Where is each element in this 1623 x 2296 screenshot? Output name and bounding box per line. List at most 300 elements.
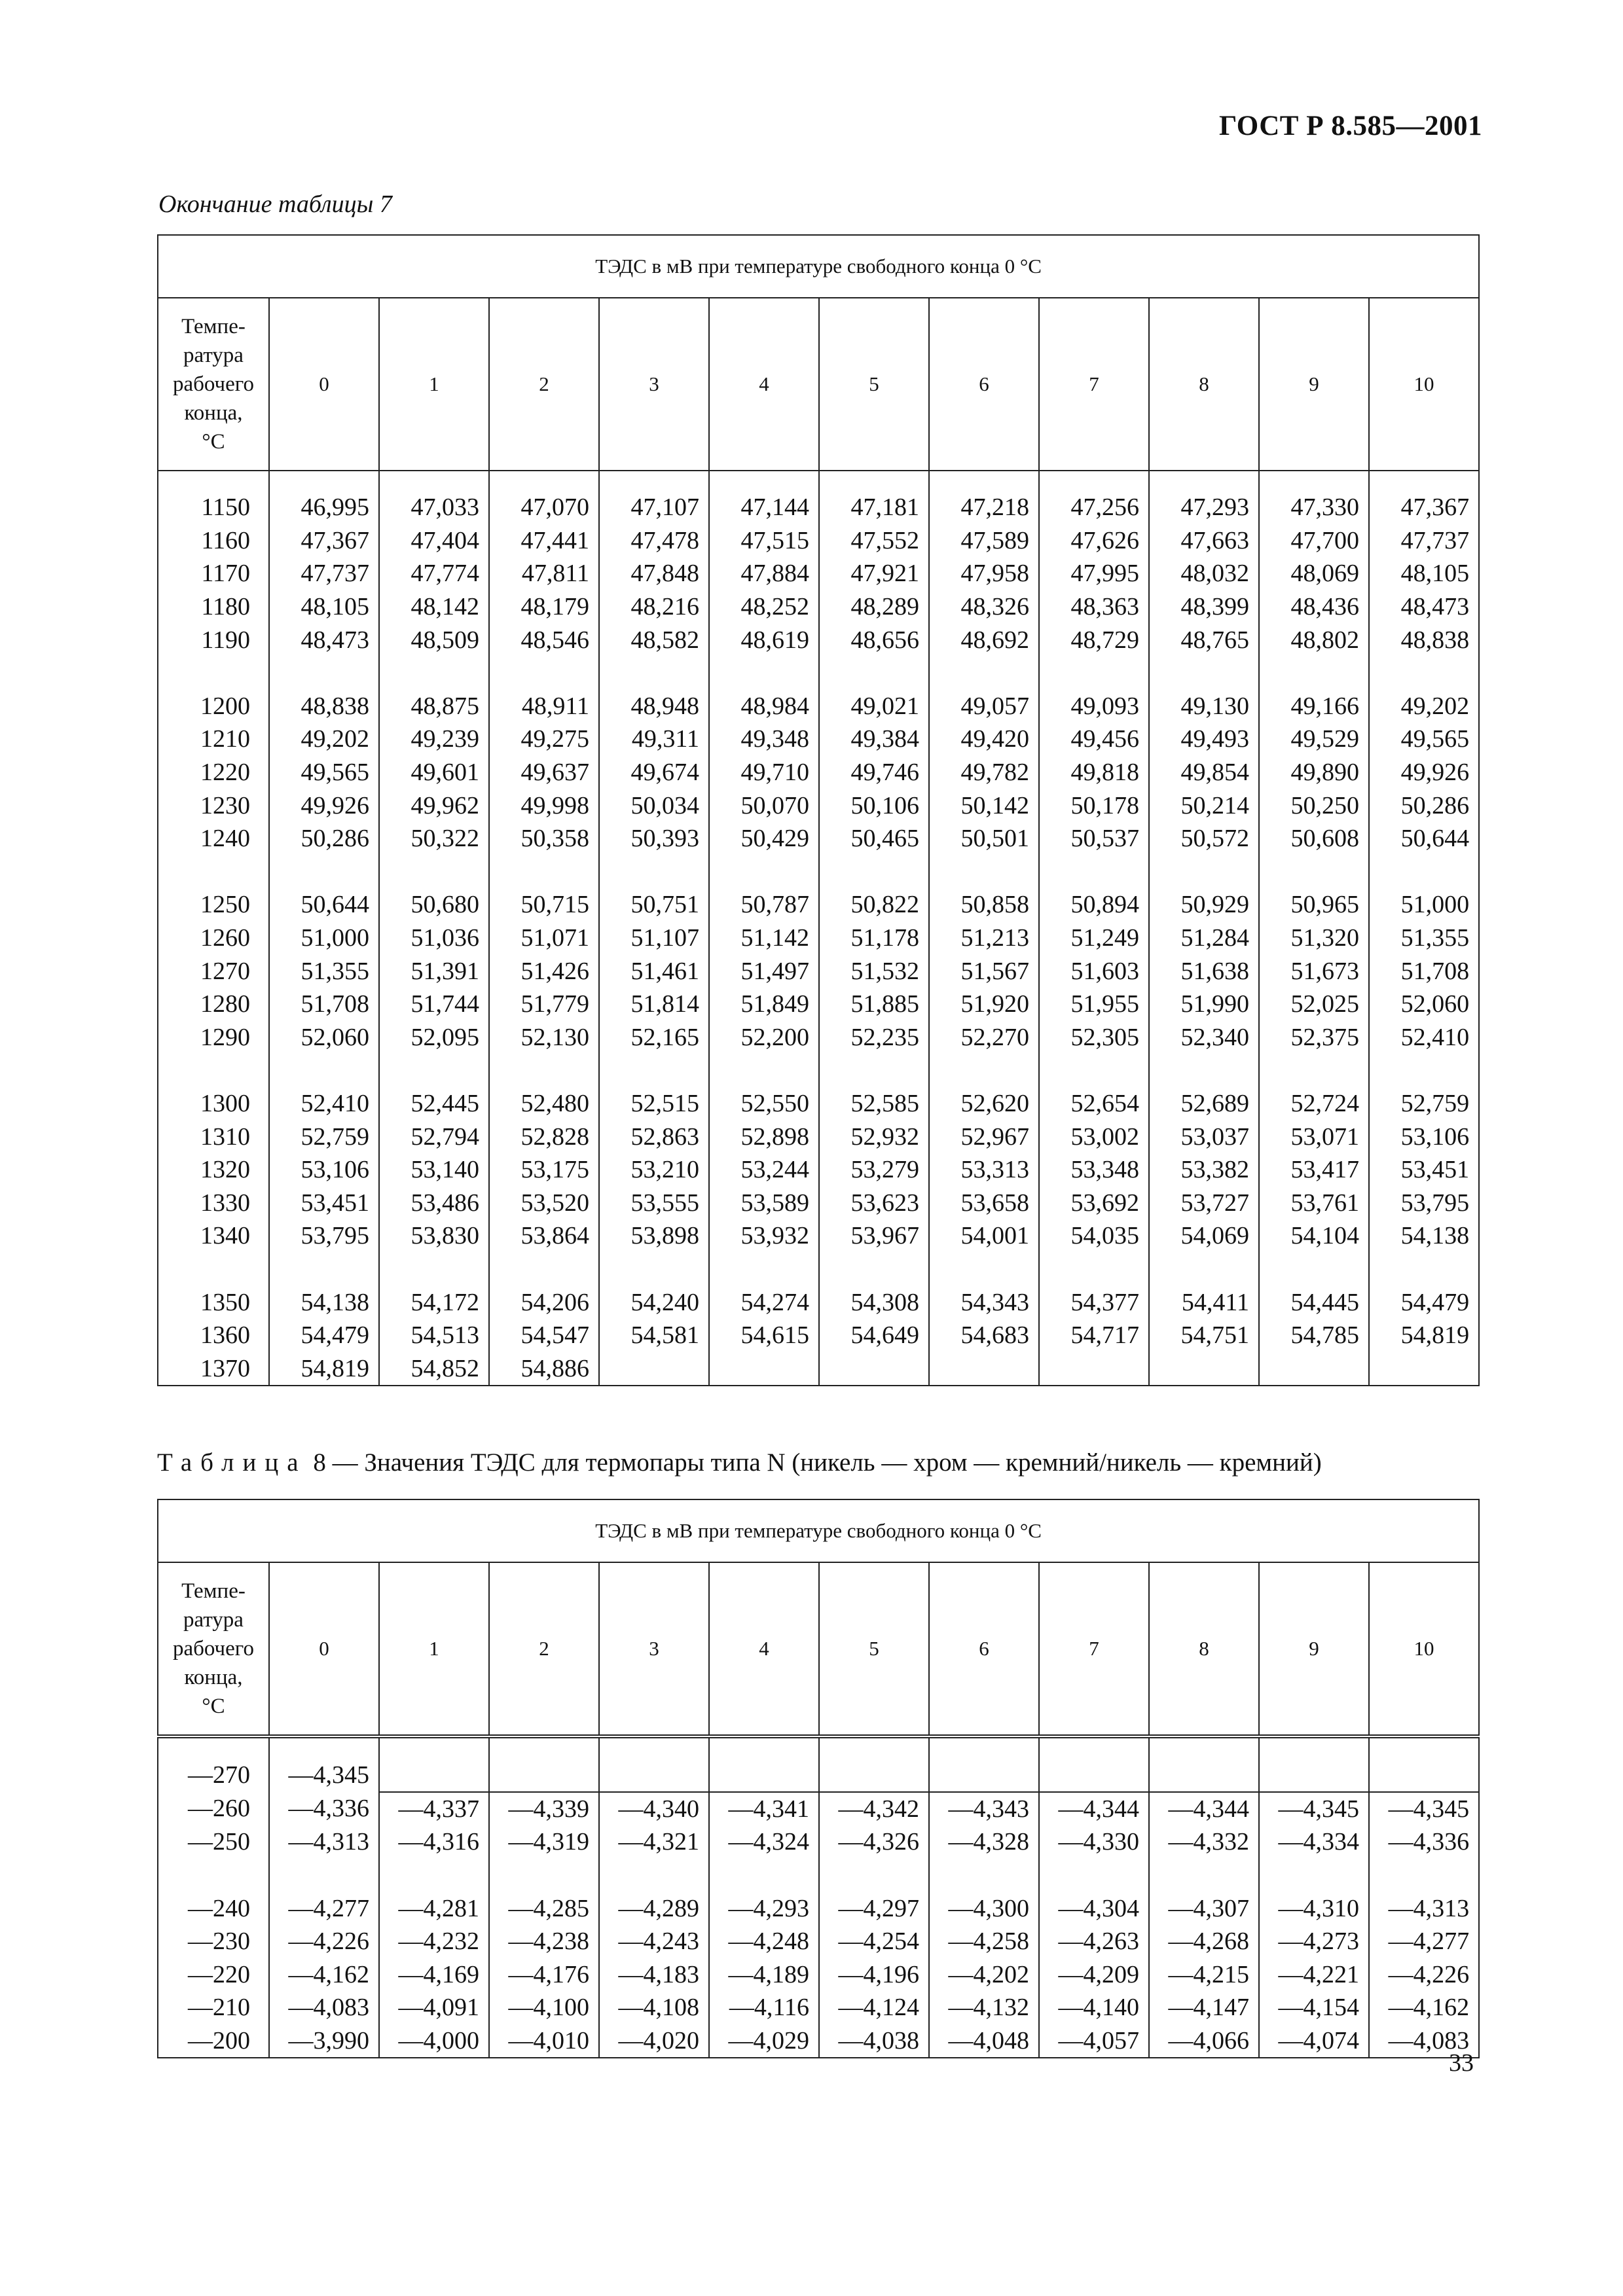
spacer-cell (929, 656, 1039, 690)
value-cell: 54,274 (709, 1285, 819, 1319)
value-cell: —4,332 (1149, 1825, 1259, 1859)
value-cell: 47,958 (929, 557, 1039, 590)
spacer-cell (158, 1054, 269, 1087)
value-cell: 50,822 (819, 888, 929, 922)
value-cell: 50,644 (1369, 822, 1479, 855)
value-cell: —4,000 (379, 2024, 489, 2058)
value-cell: 54,035 (1039, 1219, 1149, 1253)
value-cell: 53,210 (599, 1153, 709, 1187)
value-cell: 49,710 (709, 756, 819, 789)
column-header: 5 (819, 298, 929, 471)
value-cell: 53,071 (1259, 1120, 1369, 1153)
value-cell: —4,147 (1149, 1991, 1259, 2024)
table-row (158, 1021, 1479, 1054)
spacer-cell (158, 1859, 269, 1892)
value-cell: 54,513 (379, 1319, 489, 1352)
value-cell: 50,429 (709, 822, 819, 855)
value-cell: 48,363 (1039, 590, 1149, 624)
column-header: 2 (489, 1562, 599, 1736)
value-cell: 52,095 (379, 1021, 489, 1054)
spacer-cell (1149, 1253, 1259, 1286)
value-cell: 53,106 (269, 1153, 379, 1187)
table-row (158, 623, 1479, 656)
temperature-cell: 1270 (158, 954, 269, 988)
separator-cell (1259, 471, 1369, 491)
value-cell: 48,765 (1149, 623, 1259, 656)
value-cell: —4,344 (1039, 1792, 1149, 1826)
value-cell: 51,920 (929, 988, 1039, 1021)
value-cell: 51,638 (1149, 954, 1259, 988)
value-cell: 50,680 (379, 888, 489, 922)
value-cell: 49,384 (819, 723, 929, 756)
spacer-cell (819, 1054, 929, 1087)
value-cell: 50,465 (819, 822, 929, 855)
value-cell: 49,818 (1039, 756, 1149, 789)
value-cell: 52,759 (269, 1120, 379, 1153)
value-cell: —4,215 (1149, 1958, 1259, 1992)
value-cell: 48,582 (599, 623, 709, 656)
table-row (158, 1958, 1479, 1992)
value-cell: 51,532 (819, 954, 929, 988)
value-cell: 52,060 (1369, 988, 1479, 1021)
value-cell: 50,608 (1259, 822, 1369, 855)
spacer-cell (1039, 1253, 1149, 1286)
spacer-cell (158, 656, 269, 690)
value-cell: 48,619 (709, 623, 819, 656)
spacer-cell (819, 1253, 929, 1286)
column-header: 1 (379, 1562, 489, 1736)
separator-cell (379, 1736, 489, 1758)
spacer-cell (1259, 1054, 1369, 1087)
group-spacer-row (158, 656, 1479, 690)
value-cell: —4,345 (1369, 1792, 1479, 1826)
value-cell: 47,404 (379, 524, 489, 558)
value-cell: 52,515 (599, 1087, 709, 1121)
spacer-cell (1039, 1054, 1149, 1087)
value-cell: —4,324 (709, 1825, 819, 1859)
value-cell: —4,277 (269, 1892, 379, 1925)
value-cell: 51,567 (929, 954, 1039, 988)
value-cell: 51,426 (489, 954, 599, 988)
value-cell: 54,479 (1369, 1285, 1479, 1319)
table-row (158, 988, 1479, 1021)
spacer-cell (269, 1253, 379, 1286)
temperature-cell: 1190 (158, 623, 269, 656)
temperature-cell: —220 (158, 1958, 269, 1992)
value-cell: 49,202 (1369, 690, 1479, 723)
value-cell: 48,838 (269, 690, 379, 723)
temperature-cell: 1160 (158, 524, 269, 558)
value-cell: —4,344 (1149, 1792, 1259, 1826)
value-cell: —4,330 (1039, 1825, 1149, 1859)
table-row (158, 1892, 1479, 1925)
table-8-title (157, 1448, 1322, 1477)
column-header: 4 (709, 1562, 819, 1736)
value-cell: —4,345 (269, 1758, 379, 1792)
value-cell: 49,854 (1149, 756, 1259, 789)
value-cell: 53,451 (269, 1186, 379, 1219)
value-cell: 52,060 (269, 1021, 379, 1054)
table-row (158, 491, 1479, 524)
value-cell: 53,279 (819, 1153, 929, 1187)
value-cell: 51,036 (379, 922, 489, 955)
separator-cell (599, 471, 709, 491)
spacer-cell (929, 1859, 1039, 1892)
spacer-cell (1259, 656, 1369, 690)
value-cell: —3,990 (269, 2024, 379, 2058)
spacer-cell (1369, 855, 1479, 889)
separator-cell (1369, 471, 1479, 491)
value-cell: —4,221 (1259, 1958, 1369, 1992)
value-cell: 53,175 (489, 1153, 599, 1187)
value-cell: 50,393 (599, 822, 709, 855)
separator-cell (709, 1736, 819, 1758)
value-cell: 53,830 (379, 1219, 489, 1253)
spacer-cell (1149, 1054, 1259, 1087)
value-cell: 48,473 (1369, 590, 1479, 624)
value-cell: 49,529 (1259, 723, 1369, 756)
value-cell: 51,497 (709, 954, 819, 988)
spacer-cell (599, 855, 709, 889)
value-cell: 51,249 (1039, 922, 1149, 955)
value-cell: 49,674 (599, 756, 709, 789)
column-header: 8 (1149, 1562, 1259, 1736)
value-cell: 51,955 (1039, 988, 1149, 1021)
value-cell: 53,244 (709, 1153, 819, 1187)
temperature-cell: —200 (158, 2024, 269, 2058)
value-cell: —4,048 (929, 2024, 1039, 2058)
value-cell: 49,093 (1039, 690, 1149, 723)
value-cell: 48,216 (599, 590, 709, 624)
spacer-cell (599, 1253, 709, 1286)
document-header: ГОСТ Р 8.585—2001 (1218, 111, 1482, 141)
value-cell: 54,206 (489, 1285, 599, 1319)
value-cell: 47,441 (489, 524, 599, 558)
table-row (158, 888, 1479, 922)
table-row (158, 1758, 1479, 1792)
value-cell: 49,890 (1259, 756, 1369, 789)
value-cell: —4,116 (709, 1991, 819, 2024)
table-header-row (158, 298, 1479, 471)
table-row (158, 590, 1479, 624)
value-cell: 54,104 (1259, 1219, 1369, 1253)
value-cell: —4,057 (1039, 2024, 1149, 2058)
value-cell: 49,493 (1149, 723, 1259, 756)
value-cell: 48,105 (1369, 557, 1479, 590)
value-cell: —4,083 (269, 1991, 379, 2024)
spacer-cell (709, 1253, 819, 1286)
value-cell: 48,838 (1369, 623, 1479, 656)
value-cell: 47,552 (819, 524, 929, 558)
spacer-cell (489, 656, 599, 690)
temperature-column-header: Темпе- ратура рабочего конца, °С (158, 1562, 269, 1736)
value-cell: 53,417 (1259, 1153, 1369, 1187)
column-header: 7 (1039, 1562, 1149, 1736)
spacer-cell (709, 855, 819, 889)
value-cell: —4,038 (819, 2024, 929, 2058)
value-cell: 50,715 (489, 888, 599, 922)
temperature-cell: 1260 (158, 922, 269, 955)
spacer-cell (269, 1054, 379, 1087)
table-caption: ТЭДС в мВ при температуре свободного конца 0 °С (158, 235, 1479, 298)
value-cell: 51,391 (379, 954, 489, 988)
separator-cell (1369, 1736, 1479, 1758)
column-header: 3 (599, 1562, 709, 1736)
value-cell (1259, 1352, 1369, 1386)
value-cell: 53,140 (379, 1153, 489, 1187)
value-cell: —4,341 (709, 1792, 819, 1826)
temperature-column-header: Темпе- ратура рабочего конца, °С (158, 298, 269, 471)
value-cell: —4,196 (819, 1958, 929, 1992)
value-cell: 49,456 (1039, 723, 1149, 756)
value-cell: 52,130 (489, 1021, 599, 1054)
value-cell: 53,795 (269, 1219, 379, 1253)
value-cell: —4,313 (269, 1825, 379, 1859)
value-cell: 48,179 (489, 590, 599, 624)
spacer-cell (929, 1253, 1039, 1286)
value-cell: —4,340 (599, 1792, 709, 1826)
value-cell: —4,020 (599, 2024, 709, 2058)
value-cell: 50,894 (1039, 888, 1149, 922)
value-cell (1369, 1758, 1479, 1792)
spacer-cell (819, 1859, 929, 1892)
temperature-cell: —240 (158, 1892, 269, 1925)
value-cell: 48,656 (819, 623, 929, 656)
spacer-cell (1149, 1859, 1259, 1892)
value-cell: 47,033 (379, 491, 489, 524)
page-number: 33 (1449, 2049, 1474, 2077)
value-cell: 53,864 (489, 1219, 599, 1253)
table-row (158, 2024, 1479, 2058)
value-cell: —4,238 (489, 1925, 599, 1958)
separator-cell (1259, 1736, 1369, 1758)
column-header: 0 (269, 1562, 379, 1736)
value-cell: 52,340 (1149, 1021, 1259, 1054)
value-cell: 51,320 (1259, 922, 1369, 955)
value-cell: 48,436 (1259, 590, 1369, 624)
table-caption-row (158, 235, 1479, 298)
separator-cell (599, 1736, 709, 1758)
value-cell: 53,692 (1039, 1186, 1149, 1219)
spacer-cell (1369, 1054, 1479, 1087)
value-cell: 51,708 (269, 988, 379, 1021)
value-cell: 49,962 (379, 789, 489, 822)
value-cell: 47,663 (1149, 524, 1259, 558)
value-cell: 48,142 (379, 590, 489, 624)
spacer-cell (1259, 1253, 1369, 1286)
value-cell: —4,273 (1259, 1925, 1369, 1958)
value-cell: 54,819 (1369, 1319, 1479, 1352)
value-cell: 48,473 (269, 623, 379, 656)
value-cell: 52,898 (709, 1120, 819, 1153)
value-cell: 51,071 (489, 922, 599, 955)
value-cell: —4,132 (929, 1991, 1039, 2024)
value-cell: 52,235 (819, 1021, 929, 1054)
value-cell: 47,144 (709, 491, 819, 524)
value-cell: 49,202 (269, 723, 379, 756)
group-spacer-row (158, 855, 1479, 889)
value-cell (819, 1352, 929, 1386)
value-cell: 54,377 (1039, 1285, 1149, 1319)
value-cell: 51,744 (379, 988, 489, 1021)
value-cell: —4,209 (1039, 1958, 1149, 1992)
spacer-cell (709, 656, 819, 690)
temperature-cell: —260 (158, 1792, 269, 1826)
value-cell: 50,929 (1149, 888, 1259, 922)
value-cell: 53,761 (1259, 1186, 1369, 1219)
value-cell: 52,828 (489, 1120, 599, 1153)
value-cell: 54,649 (819, 1319, 929, 1352)
value-cell: —4,337 (379, 1792, 489, 1826)
value-cell: 49,926 (1369, 756, 1479, 789)
value-cell: 51,142 (709, 922, 819, 955)
group-spacer-row (158, 1054, 1479, 1087)
value-cell: 52,445 (379, 1087, 489, 1121)
value-cell: 53,795 (1369, 1186, 1479, 1219)
value-cell: 47,811 (489, 557, 599, 590)
value-cell: —4,319 (489, 1825, 599, 1859)
value-cell: —4,321 (599, 1825, 709, 1859)
value-cell: 49,057 (929, 690, 1039, 723)
value-cell: —4,248 (709, 1925, 819, 1958)
value-cell: 47,256 (1039, 491, 1149, 524)
table-row (158, 557, 1479, 590)
value-cell: 51,000 (1369, 888, 1479, 922)
table-row (158, 1825, 1479, 1859)
value-cell: 49,275 (489, 723, 599, 756)
value-cell: —4,243 (599, 1925, 709, 1958)
column-header: 9 (1259, 298, 1369, 471)
value-cell: 51,603 (1039, 954, 1149, 988)
value-cell: 52,620 (929, 1087, 1039, 1121)
value-cell: 52,410 (1369, 1021, 1479, 1054)
value-cell: —4,258 (929, 1925, 1039, 1958)
value-cell: 51,355 (1369, 922, 1479, 955)
value-cell: —4,066 (1149, 2024, 1259, 2058)
separator-cell (819, 1736, 929, 1758)
value-cell: 53,037 (1149, 1120, 1259, 1153)
spacer-cell (379, 656, 489, 690)
value-cell: —4,336 (1369, 1825, 1479, 1859)
value-cell: 54,785 (1259, 1319, 1369, 1352)
spacer-cell (379, 855, 489, 889)
value-cell: 50,286 (1369, 789, 1479, 822)
value-cell: 52,585 (819, 1087, 929, 1121)
value-cell: 53,451 (1369, 1153, 1479, 1187)
value-cell: 51,107 (599, 922, 709, 955)
value-cell (709, 1758, 819, 1792)
value-cell: 54,852 (379, 1352, 489, 1386)
value-cell: 50,322 (379, 822, 489, 855)
table-row (158, 1792, 1479, 1826)
value-cell: —4,254 (819, 1925, 929, 1958)
value-cell: 50,358 (489, 822, 599, 855)
value-cell: —4,277 (1369, 1925, 1479, 1958)
value-cell: 52,410 (269, 1087, 379, 1121)
value-cell: 48,546 (489, 623, 599, 656)
temperature-cell: 1200 (158, 690, 269, 723)
value-cell: 51,708 (1369, 954, 1479, 988)
table-row (158, 1087, 1479, 1121)
spacer-cell (489, 1859, 599, 1892)
separator-cell (929, 1736, 1039, 1758)
value-cell: 49,926 (269, 789, 379, 822)
separator-cell (1039, 1736, 1149, 1758)
value-cell: 50,858 (929, 888, 1039, 922)
value-cell: 49,021 (819, 690, 929, 723)
value-cell: 48,069 (1259, 557, 1369, 590)
value-cell: 51,673 (1259, 954, 1369, 988)
spacer-cell (929, 1054, 1039, 1087)
value-cell: 50,537 (1039, 822, 1149, 855)
table-8-title-word: Таблица (157, 1448, 307, 1477)
table-row (158, 1219, 1479, 1253)
spacer-cell (599, 656, 709, 690)
value-cell: —4,074 (1259, 2024, 1369, 2058)
spacer-cell (379, 1253, 489, 1286)
separator-cell (929, 471, 1039, 491)
value-cell: —4,202 (929, 1958, 1039, 1992)
value-cell: —4,289 (599, 1892, 709, 1925)
table-row (158, 1925, 1479, 1958)
spacer-cell (819, 656, 929, 690)
value-cell: 50,644 (269, 888, 379, 922)
value-cell (1039, 1758, 1149, 1792)
value-cell: 52,550 (709, 1087, 819, 1121)
value-cell: 49,166 (1259, 690, 1369, 723)
value-cell: 53,555 (599, 1186, 709, 1219)
column-header: 0 (269, 298, 379, 471)
spacer-cell (489, 855, 599, 889)
value-cell: —4,326 (819, 1825, 929, 1859)
value-cell: 48,509 (379, 623, 489, 656)
value-cell: 52,654 (1039, 1087, 1149, 1121)
value-cell (709, 1352, 819, 1386)
value-cell: 48,326 (929, 590, 1039, 624)
value-cell (599, 1758, 709, 1792)
value-cell: 47,478 (599, 524, 709, 558)
value-cell: 54,308 (819, 1285, 929, 1319)
table-caption-row (158, 1499, 1479, 1562)
temperature-cell: 1330 (158, 1186, 269, 1219)
spacer-cell (1149, 855, 1259, 889)
value-cell: —4,189 (709, 1958, 819, 1992)
spacer-cell (709, 1859, 819, 1892)
value-cell: 46,995 (269, 491, 379, 524)
table-row (158, 1153, 1479, 1187)
value-cell: 47,218 (929, 491, 1039, 524)
temperature-cell: 1220 (158, 756, 269, 789)
temperature-cell: 1320 (158, 1153, 269, 1187)
value-cell: —4,176 (489, 1958, 599, 1992)
temperature-cell: 1360 (158, 1319, 269, 1352)
value-cell: 51,213 (929, 922, 1039, 955)
column-header: 10 (1369, 298, 1479, 471)
table-row (158, 1352, 1479, 1386)
value-cell: —4,304 (1039, 1892, 1149, 1925)
value-cell: 51,779 (489, 988, 599, 1021)
value-cell: 52,689 (1149, 1087, 1259, 1121)
value-cell: 52,305 (1039, 1021, 1149, 1054)
separator-cell (1039, 471, 1149, 491)
value-cell: 52,375 (1259, 1021, 1369, 1054)
value-cell: 47,367 (1369, 491, 1479, 524)
value-cell: 47,737 (1369, 524, 1479, 558)
value-cell: 50,070 (709, 789, 819, 822)
value-cell: —4,297 (819, 1892, 929, 1925)
value-cell: —4,268 (1149, 1925, 1259, 1958)
value-cell: 49,746 (819, 756, 929, 789)
